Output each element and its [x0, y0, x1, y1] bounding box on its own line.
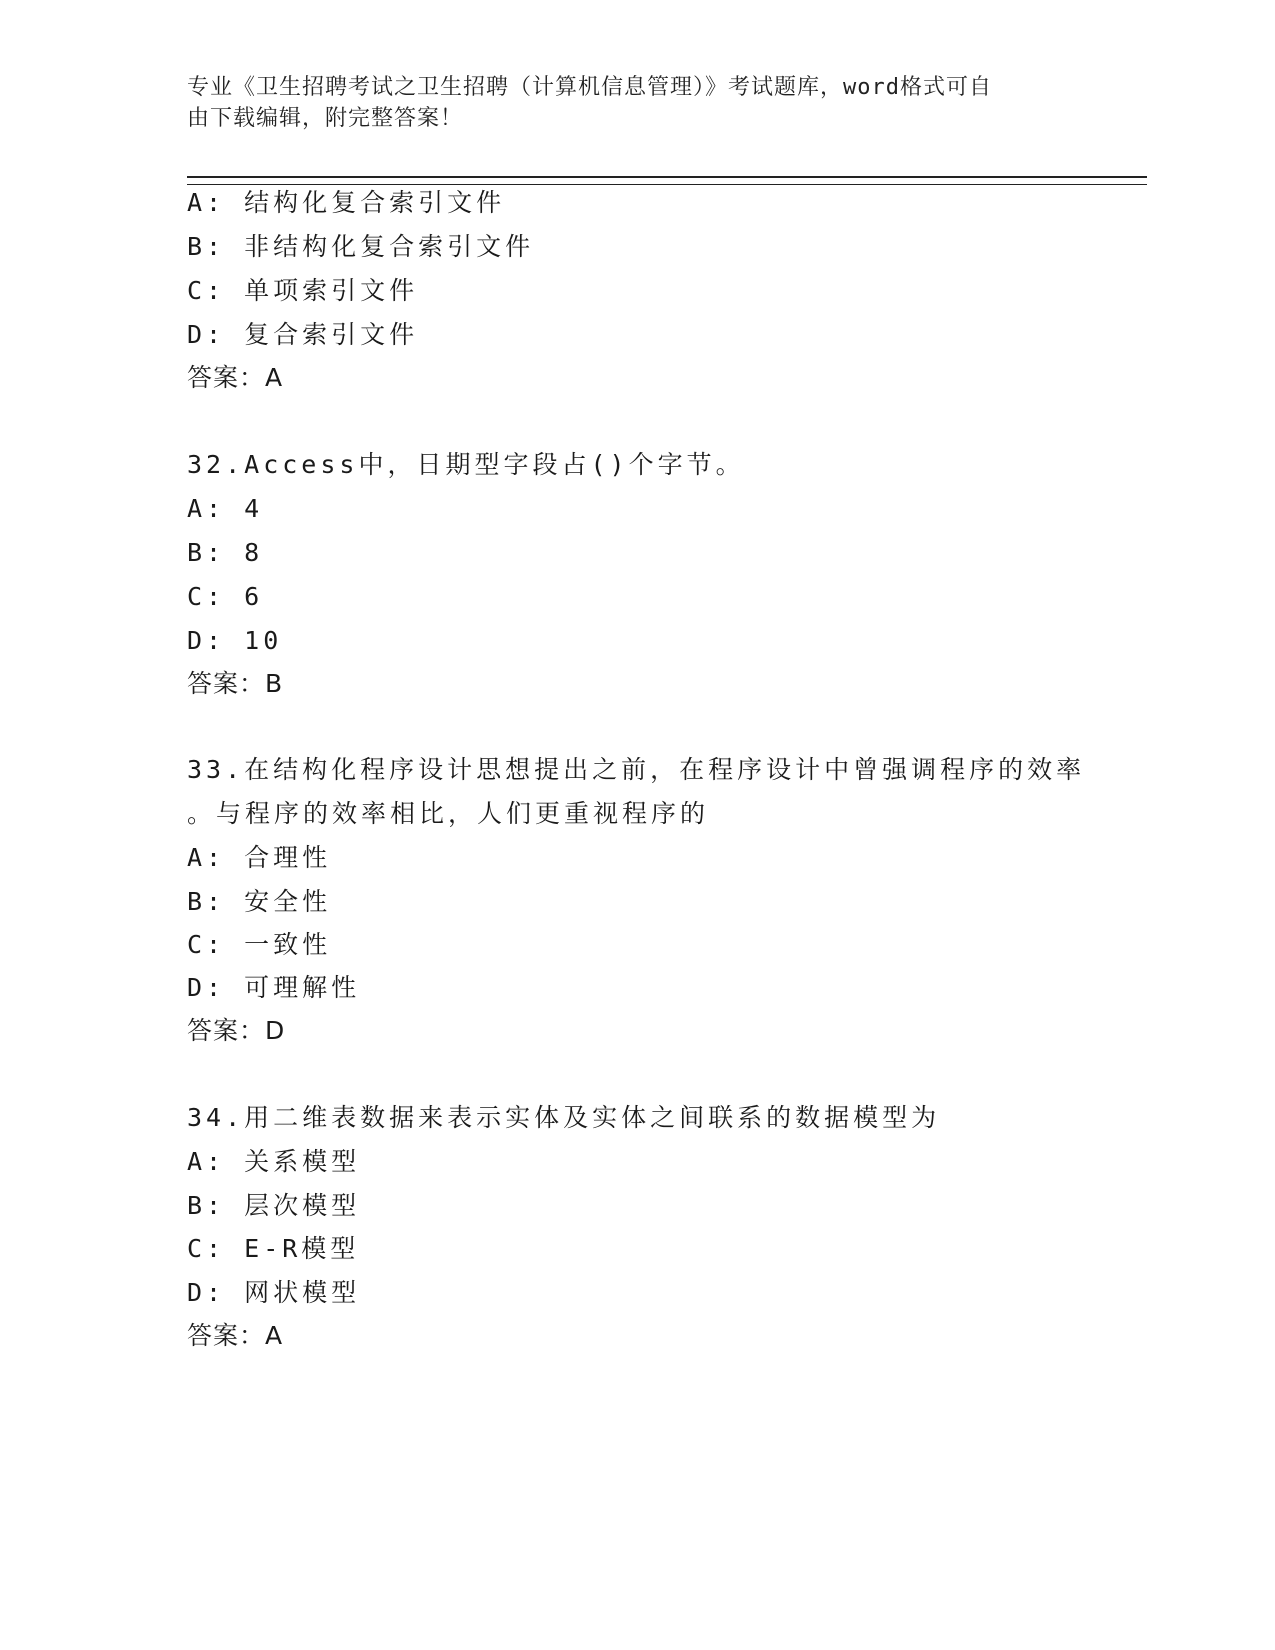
- q32-option-c: C: 6: [187, 582, 264, 611]
- q31-option-a: A: 结构化复合索引文件: [187, 188, 506, 217]
- q33-option-c: C: 一致性: [187, 930, 332, 959]
- q33-question-line-2: 。与程序的效率相比，人们更重视程序的: [187, 799, 710, 828]
- q34-option-b: B: 层次模型: [187, 1191, 361, 1220]
- q34-option-a: A: 关系模型: [187, 1147, 361, 1176]
- header-line-1: 专业《卫生招聘考试之卫生招聘（计算机信息管理）》考试题库，word格式可自: [187, 75, 992, 100]
- header-divider: [187, 176, 1147, 185]
- q33-option-b: B: 安全性: [187, 887, 332, 916]
- q32-option-b: B: 8: [187, 538, 264, 567]
- q32-option-a: A: 4: [187, 494, 264, 523]
- q31-answer: 答案：A: [187, 363, 284, 392]
- document-header: [187, 72, 1067, 134]
- header-line-2: 由下载编辑，附完整答案！: [187, 106, 464, 131]
- q34-answer: 答案：A: [187, 1321, 284, 1350]
- q33-option-a: A: 合理性: [187, 843, 332, 872]
- q33-option-d: D: 可理解性: [187, 973, 361, 1002]
- q33-question-line-1: 33.在结构化程序设计思想提出之前，在程序设计中曾强调程序的效率: [187, 755, 1086, 784]
- q32-question: 32.Access中，日期型字段占()个字节。: [187, 450, 745, 479]
- q32-answer: 答案：B: [187, 669, 284, 698]
- q32-option-d: D: 10: [187, 626, 283, 655]
- q31-option-b: B: 非结构化复合索引文件: [187, 232, 535, 261]
- q33-answer: 答案：D: [187, 1016, 286, 1045]
- q31-option-c: C: 单项索引文件: [187, 276, 419, 305]
- q34-question: 34.用二维表数据来表示实体及实体之间联系的数据模型为: [187, 1103, 941, 1132]
- q31-option-d: D: 复合索引文件: [187, 320, 419, 349]
- q34-option-c: C: E-R模型: [187, 1234, 360, 1263]
- q34-option-d: D: 网状模型: [187, 1278, 361, 1307]
- document-page: [187, 0, 1147, 1650]
